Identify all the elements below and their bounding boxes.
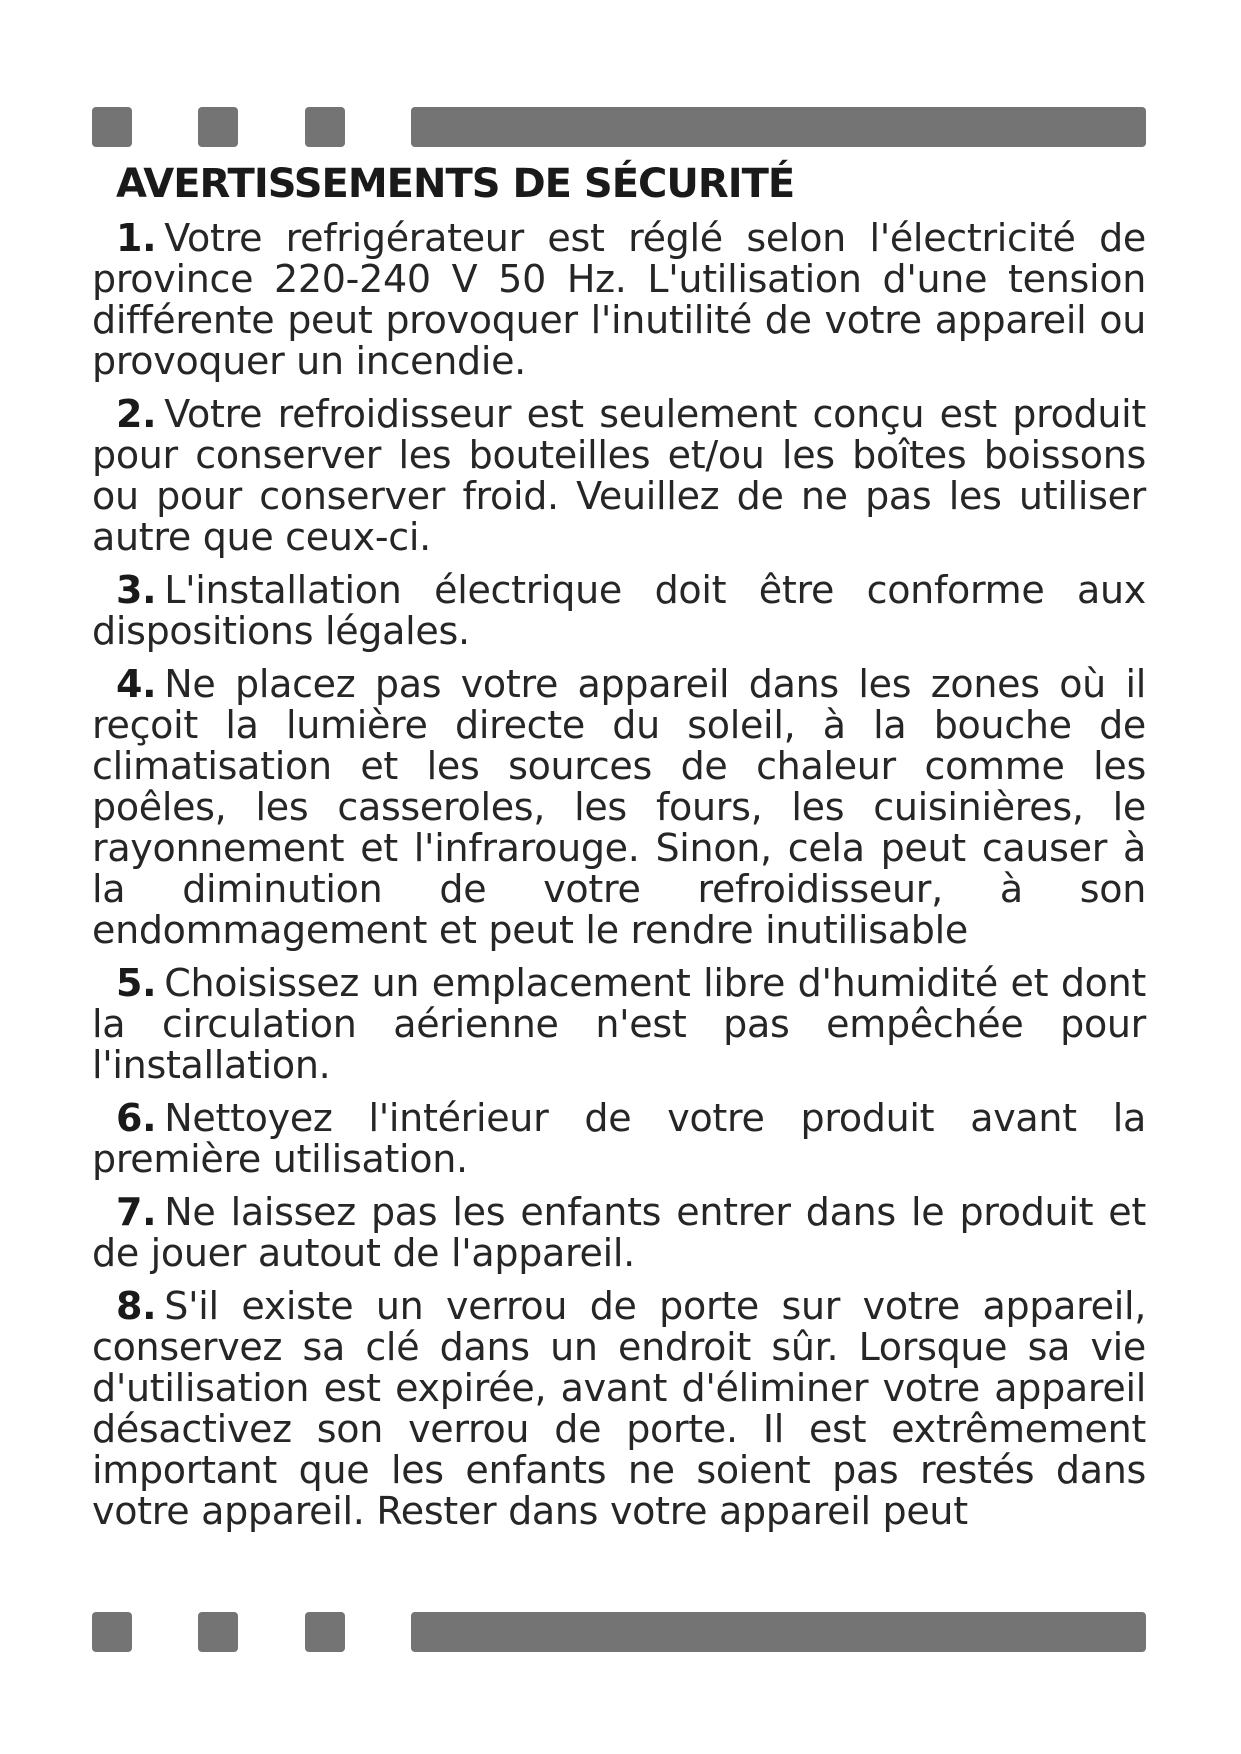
list-item [92,1286,1146,1532]
list-item [92,1098,1146,1180]
decorative-long-bar [411,107,1146,147]
bottom-decorative-bar [92,1612,1146,1652]
page-content [92,160,1146,1544]
item-text: Ne placez pas votre appareil dans les zones où il reçoit la lumière directe du soleil, à la bouche de climatisation et les sources de chaleur comme les poêles, les casseroles, les fours, les cuisinières, le rayonnement et l'infrarouge. Sinon, cela peut causer à la diminution de votre refroidisseur, à son endommagement et peut le rendre inutilisable [92,662,1146,952]
decorative-square [305,107,345,147]
item-number: 5. [116,961,157,1005]
list-item [92,218,1146,382]
decorative-square [92,107,132,147]
safety-warnings-list [92,218,1146,1532]
decorative-square [198,107,238,147]
list-item [92,570,1146,652]
item-text: S'il existe un verrou de porte sur votre appareil, conservez sa clé dans un endroit sûr. Lorsque sa vie d'utilisation est expirée, avant d'éliminer votre appareil désactivez son verrou de porte. Il est extrêmement important que les enfants ne soient pas restés dans votre appareil. Rester dans votre appareil peut [92,1284,1146,1533]
item-text: Choisissez un emplacement libre d'humidité et dont la circulation aérienne n'est pas empêchée pour l'installation. [92,961,1146,1087]
item-number: 4. [116,662,157,706]
page-title: AVERTISSEMENTS DE SÉCURITÉ [116,161,795,207]
item-text: Votre refrigérateur est réglé selon l'électricité de province 220-240 V 50 Hz. L'utilisation d'une tension différente peut provoquer l'inutilité de votre appareil ou provoquer un incendie. [92,216,1146,383]
item-number: 7. [116,1190,157,1234]
item-text: L'installation électrique doit être conforme aux dispositions légales. [92,568,1146,653]
item-number: 2. [116,392,157,436]
item-text: Votre refroidisseur est seulement conçu est produit pour conserver les bouteilles et/ou les boîtes boissons ou pour conserver froid. Veuillez de ne pas les utiliser autre que ceux-ci. [92,392,1146,559]
item-number: 8. [116,1284,157,1328]
item-number: 3. [116,568,157,612]
top-decorative-bar [92,107,1146,147]
list-item [92,394,1146,558]
list-item [92,963,1146,1086]
item-text: Nettoyez l'intérieur de votre produit avant la première utilisation. [92,1096,1146,1181]
decorative-long-bar [411,1612,1146,1652]
item-number: 1. [116,216,157,260]
list-item [92,664,1146,951]
item-text: Ne laissez pas les enfants entrer dans le produit et de jouer autout de l'appareil. [92,1190,1146,1275]
decorative-square [198,1612,238,1652]
decorative-square [92,1612,132,1652]
list-item [92,1192,1146,1274]
item-number: 6. [116,1096,157,1140]
decorative-square [305,1612,345,1652]
